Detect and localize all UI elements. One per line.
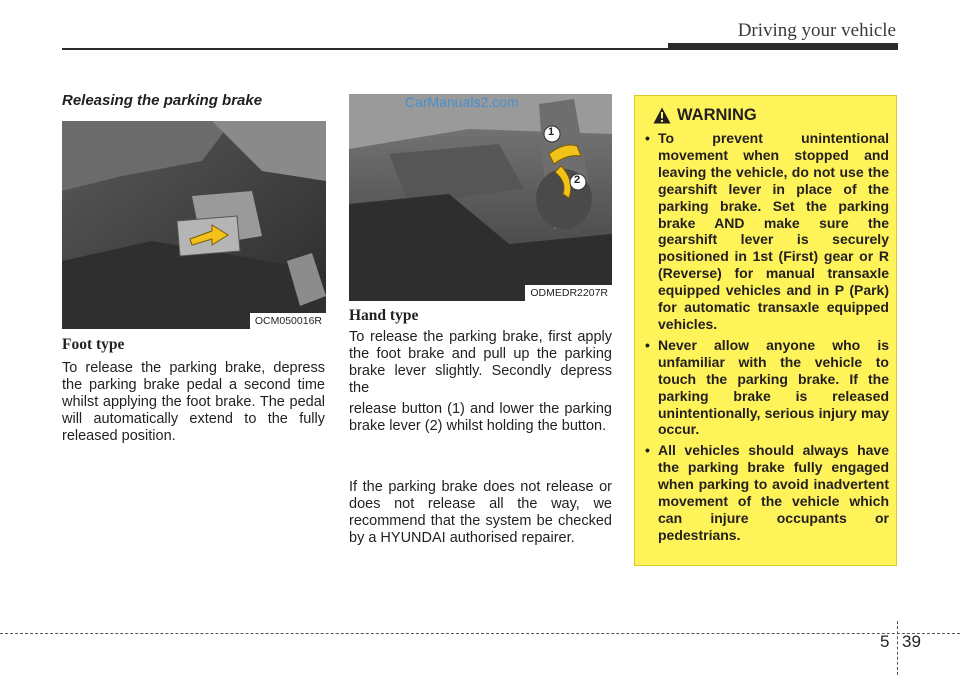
- callout-1-label: 1: [548, 126, 555, 138]
- page-header-title: Driving your vehicle: [737, 20, 896, 41]
- hand-type-heading: Hand type: [349, 307, 419, 324]
- warning-box: [634, 95, 897, 566]
- foot-brake-photo: [62, 121, 326, 329]
- hand-brake-illustration: [349, 94, 612, 301]
- section-title: Releasing the parking brake: [62, 92, 263, 109]
- foot-photo-caption: OCM050016R: [250, 313, 326, 329]
- chapter-number: 5: [880, 632, 890, 651]
- footer-separator: [897, 621, 898, 675]
- foot-type-heading: Foot type: [62, 336, 125, 353]
- footer-rule: [0, 633, 960, 634]
- hand-brake-photo: [349, 94, 612, 301]
- warning-list: [645, 130, 889, 548]
- warning-triangle-icon: [653, 107, 671, 124]
- warning-item: • To prevent unintentional movement when stopped and leaving the vehicle, do not use the gearshift lever in place of the parking brake. Set the parking brake AND make sure the gearshift lever is securely positioned in 1st (First) gear or R (Reverse) for manual transaxle equipped vehicles and in P (Park) for automatic transaxle equipped vehicles.: [645, 130, 889, 333]
- foot-type-body: To release the parking brake, depress the parking brake pedal a second time whilst applying the foot brake. The pedal will automatically extend to the fully released position.: [62, 360, 325, 444]
- warning-header: [653, 106, 757, 125]
- hand-type-body-3: If the parking brake does not release or does not release all the way, we recommend that the system be checked by a HYUNDAI authorised repairer.: [349, 479, 612, 546]
- callout-2-label: 2: [574, 174, 581, 186]
- warning-item: • Never allow anyone who is unfamiliar with the vehicle to touch the parking brake. If the parking brake is released unintentionally, serious injury may occur.: [645, 337, 889, 438]
- header-bar: [668, 43, 898, 50]
- hand-type-body-2: release button (1) and lower the parking brake lever (2) whilst holding the button.: [349, 401, 612, 434]
- foot-brake-illustration: [62, 121, 326, 329]
- watermark: CarManuals2.com: [405, 94, 519, 110]
- hand-type-body-1: To release the parking brake, first apply the foot brake and pull up the parking brake lever slightly. Secondly depress the: [349, 329, 612, 396]
- warning-title: WARNING: [677, 106, 757, 124]
- hand-photo-caption: ODMEDR2207R: [525, 285, 612, 301]
- page-number: 39: [902, 632, 921, 651]
- warning-item: • All vehicles should always have the parking brake fully engaged when parking to avoid inadvertent movement of the vehicle which can injure occupants or pedestrians.: [645, 442, 889, 543]
